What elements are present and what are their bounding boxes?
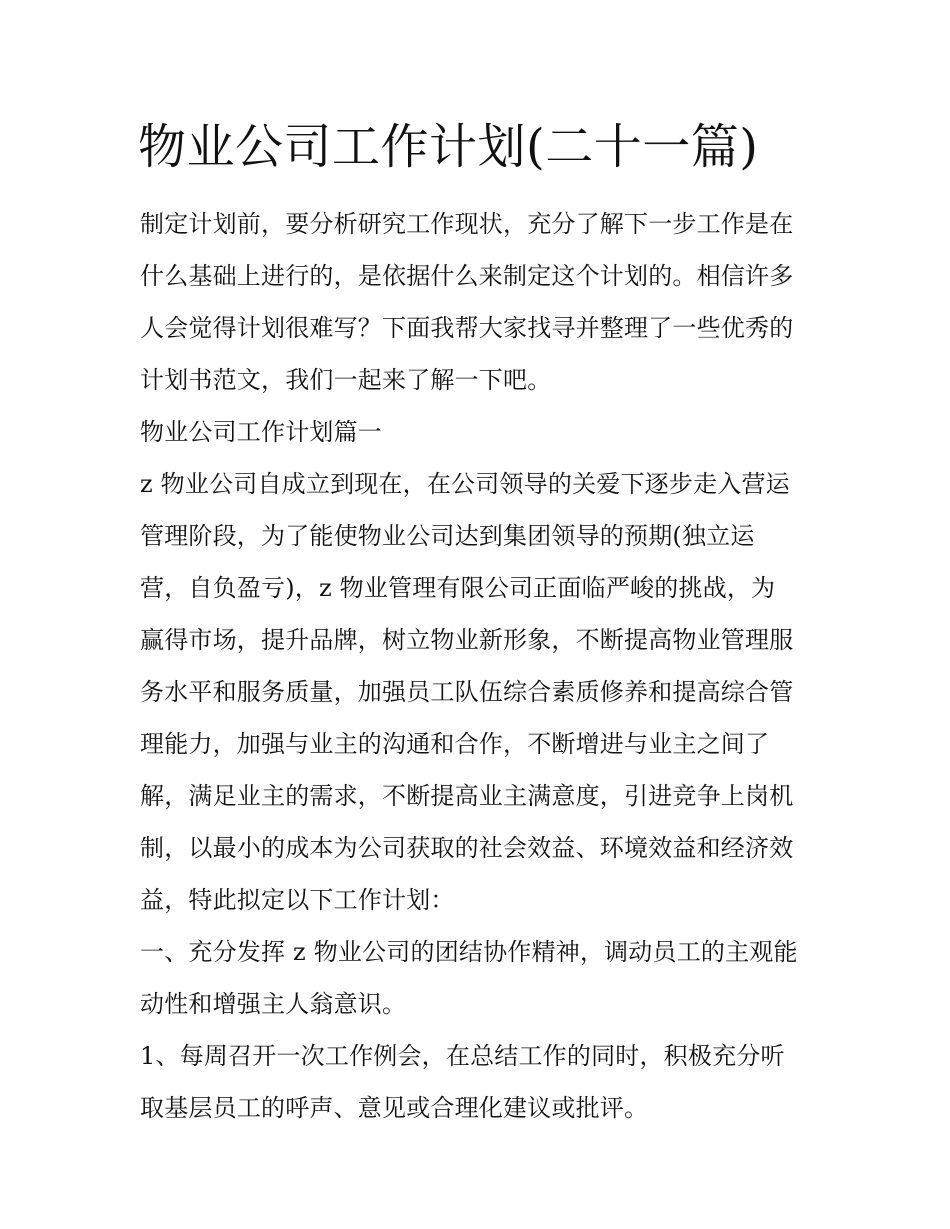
- document-body: [140, 198, 820, 1134]
- intro-line-2: 什么基础上进行的，是依据什么来制定这个计划的。相信许多: [140, 262, 794, 290]
- paragraph-line-2: 管理阶段，为了能使物业公司达到集团领导的预期(独立运: [140, 522, 755, 550]
- document-title: 物业公司工作计划(二十一篇): [138, 119, 759, 175]
- paragraph-line-5: 务水平和服务质量，加强员工队伍综合素质修养和提高综合管: [140, 678, 794, 706]
- item-one-sub-1-line-2: 取基层员工的呼声、意见或合理化建议或批评。: [140, 1094, 649, 1122]
- paragraph-line-3: 营，自负盈亏)，z 物业管理有限公司正面临严峻的挑战，为: [140, 574, 776, 602]
- item-one-line-1: 一、充分发挥 z 物业公司的团结协作精神，调动员工的主观能: [140, 938, 798, 966]
- intro-line-3: 人会觉得计划很难写？下面我帮大家找寻并整理了一些优秀的: [140, 314, 794, 342]
- paragraph-line-6: 理能力，加强与业主的沟通和合作，不断增进与业主之间了: [140, 730, 770, 758]
- item-one-line-2: 动性和增强主人翁意识。: [140, 990, 407, 1018]
- item-one-sub-1-line-1: 1、每周召开一次工作例会，在总结工作的同时，积极充分听: [140, 1042, 785, 1070]
- intro-line-4: 计划书范文，我们一起来了解一下吧。: [140, 366, 552, 394]
- paragraph-line-9: 益，特此拟定以下工作计划：: [140, 886, 455, 914]
- paragraph-line-8: 制，以最小的成本为公司获取的社会效益、环境效益和经济效: [140, 834, 794, 862]
- intro-line-1: 制定计划前，要分析研究工作现状，充分了解下一步工作是在: [140, 210, 794, 238]
- section-heading: 物业公司工作计划篇一: [140, 418, 382, 446]
- paragraph-line-1: z 物业公司自成立到现在，在公司领导的关爱下逐步走入营运: [140, 470, 790, 498]
- paragraph-line-4: 赢得市场，提升品牌，树立物业新形象，不断提高物业管理服: [140, 626, 794, 654]
- paragraph-line-7: 解，满足业主的需求，不断提高业主满意度，引进竞争上岗机: [140, 782, 794, 810]
